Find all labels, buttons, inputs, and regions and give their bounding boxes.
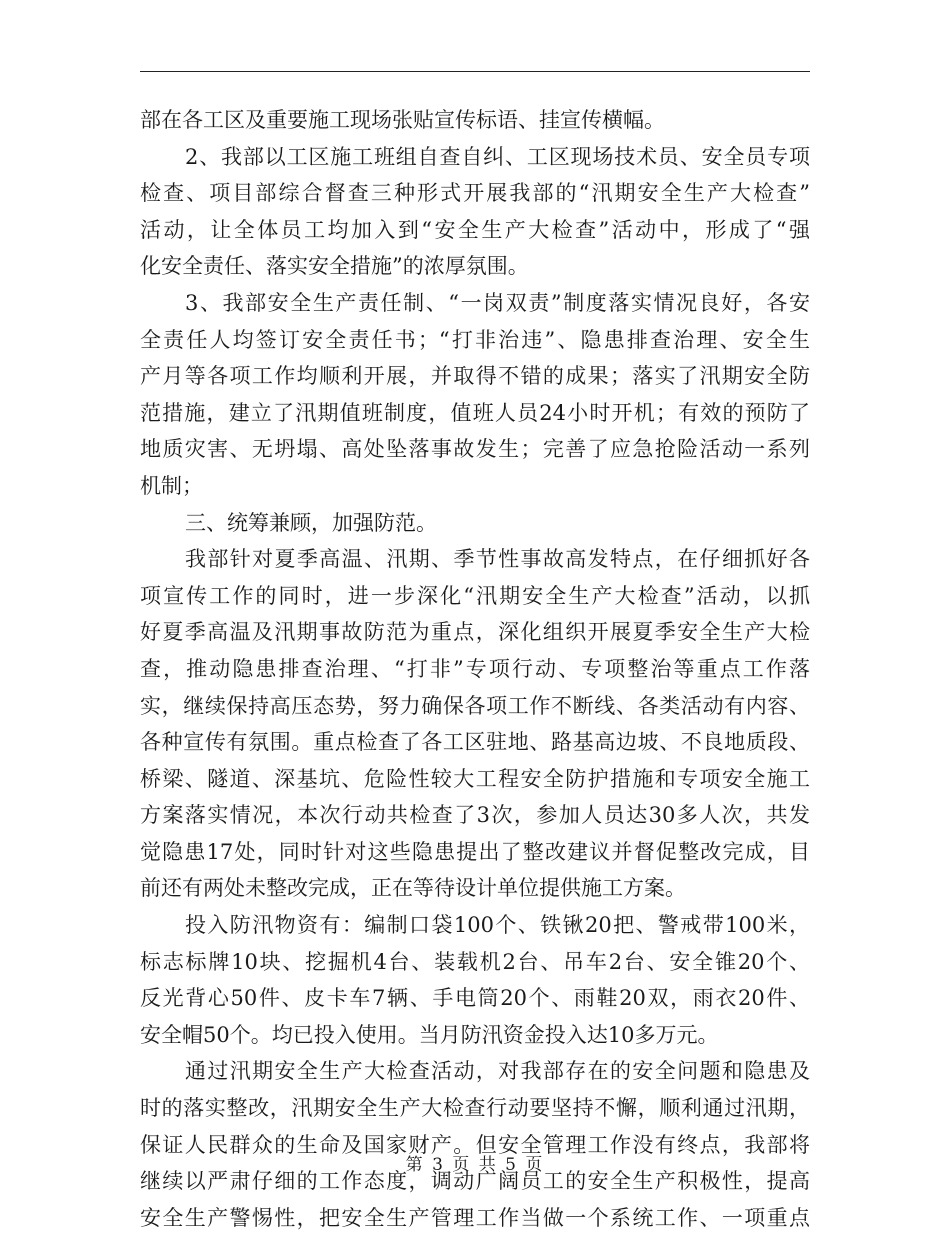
document-body <box>140 102 810 1236</box>
text-line: 化安全责任、落实安全措施”的浓厚氛围。 <box>140 254 529 279</box>
text-line: 保证人民群众的生命及国家财产。但安全管理工作没有终点，我部将 <box>140 1132 810 1157</box>
text-line: 方案落实情况，本次行动共检查了3次，参加人员达30多人次，共发 <box>140 803 810 828</box>
header-rule <box>140 71 810 72</box>
text-line: 标志标牌10块、挖掘机4台、装载机2台、吊车2台、安全锥20个、 <box>140 949 810 974</box>
text-line: 查，推动隐患排查治理、“打非”专项行动、专项整治等重点工作落 <box>140 656 810 681</box>
text-line: 检查、项目部综合督查三种形式开展我部的“汛期安全生产大检查” <box>140 181 810 206</box>
text-line: 前还有两处未整改完成，正在等待设计单位提供施工方案。 <box>140 876 686 901</box>
text-line: 部在各工区及重要施工现场张贴宣传标语、挂宣传横幅。 <box>140 108 665 132</box>
text-line: 2、我部以工区施工班组自查自纠、工区现场技术员、安全员专项 <box>185 144 810 169</box>
text-line: 产月等各项工作均顺利开展，并取得不错的成果；落实了汛期安全防 <box>140 364 810 389</box>
text-line: 好夏季高温及汛期事故防范为重点，深化组织开展夏季安全生产大检 <box>140 620 810 645</box>
text-line: 安全帽50个。均已投入使用。当月防汛资金投入达10多万元。 <box>140 1022 719 1047</box>
text-line: 投入防汛物资有：编制口袋100个、铁锹20把、警戒带100米， <box>185 913 810 938</box>
text-line: 继续以严肃仔细的工作态度，调动广阔员工的安全生产积极性，提高 <box>140 1169 810 1194</box>
text-line: 机制； <box>140 473 203 498</box>
text-line: 各种宣传有氛围。重点检查了各工区驻地、路基高边坡、不良地质段、 <box>140 730 810 755</box>
text-line: 桥梁、隧道、深基坑、危险性较大工程安全防护措施和专项安全施工 <box>140 766 810 791</box>
text-line: 觉隐患17处，同时针对这些隐患提出了整改建议并督促整改完成，目 <box>140 839 810 864</box>
text-line: 地质灾害、无坍塌、高处坠落事故发生；完善了应急抢险活动一系列 <box>140 437 810 462</box>
text-line: 时的落实整改，汛期安全生产大检查行动要坚持不懈，顺利通过汛期， <box>140 1096 810 1121</box>
text-line: 三、统筹兼顾，加强防范。 <box>185 510 437 535</box>
text-line: 范措施，建立了汛期值班制度，值班人员24小时开机；有效的预防了 <box>140 400 810 425</box>
text-line: 反光背心50件、皮卡车7辆、手电筒20个、雨鞋20双，雨衣20件、 <box>140 986 810 1011</box>
text-line: 实，继续保持高压态势，努力确保各项工作不断线、各类活动有内容、 <box>140 693 810 718</box>
text-line: 活动，让全体员工均加入到“安全生产大检查”活动中，形成了“强 <box>140 217 810 242</box>
text-line: 项宣传工作的同时，进一步深化“汛期安全生产大检查”活动，以抓 <box>140 583 810 608</box>
text-line: 通过汛期安全生产大检查活动，对我部存在的安全问题和隐患及 <box>185 1059 810 1084</box>
text-line: 3、我部安全生产责任制、“一岗双责”制度落实情况良好，各安 <box>185 290 810 315</box>
page-footer: 第 3 页 共 5 页 <box>405 1155 545 1175</box>
text-line: 全责任人均签订安全责任书；“打非治违”、隐患排查治理、安全生 <box>140 327 810 352</box>
text-line: 我部针对夏季高温、汛期、季节性事故高发特点，在仔细抓好各 <box>185 547 810 572</box>
text-line: 安全生产警惕性，把安全生产管理工作当做一个系统工作、一项重点 <box>140 1205 810 1230</box>
